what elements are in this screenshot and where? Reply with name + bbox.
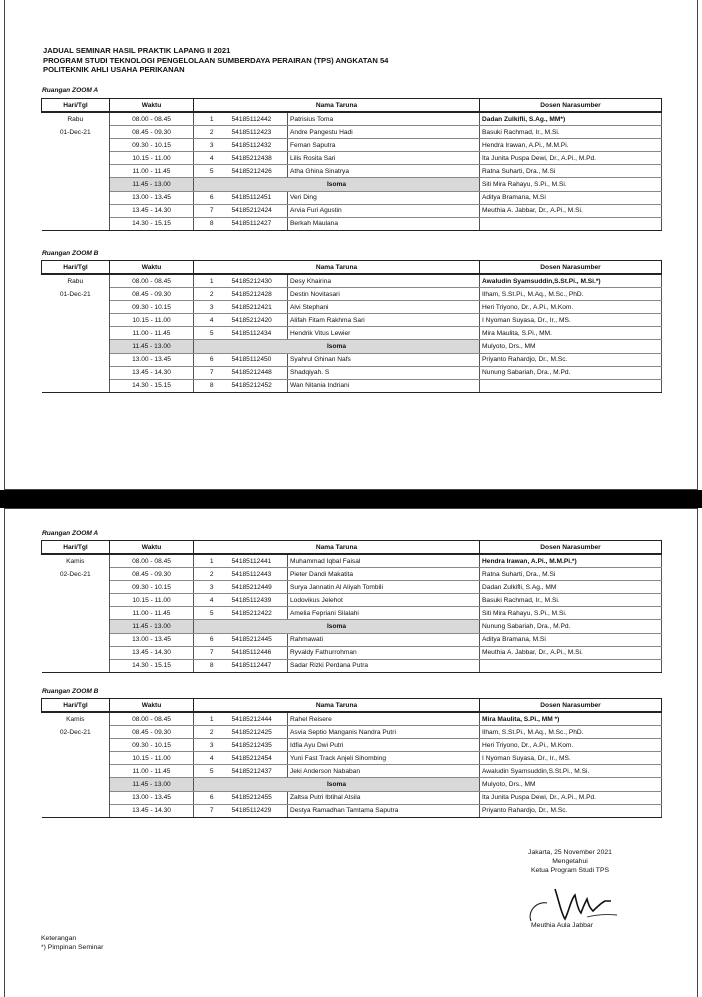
- signature-position: Ketua Program Studi TPS: [530, 866, 610, 874]
- student-number: 5: [194, 327, 230, 340]
- student-number: 8: [194, 379, 230, 392]
- time-slot: 10.15 - 11.00: [110, 752, 194, 765]
- notes-item: *) Pimpinan Seminar: [41, 944, 104, 951]
- table-row: [42, 568, 662, 581]
- session-date: 02-Dec-21: [42, 568, 110, 581]
- handwritten-signature: [525, 881, 635, 926]
- day-cell: [42, 139, 110, 152]
- student-id: 54185212455: [230, 791, 288, 804]
- lecturer-name: Mulyoto, Drs., MM: [480, 778, 662, 791]
- day-cell: [42, 804, 110, 817]
- col-header-name: Nama Taruna: [194, 699, 480, 713]
- time-slot: 11.00 - 11.45: [110, 607, 194, 620]
- student-id: 54185112434: [230, 327, 288, 340]
- col-header-name: Nama Taruna: [194, 541, 480, 555]
- schedule-table: [41, 260, 662, 393]
- col-header-time: Waktu: [110, 699, 194, 713]
- student-name: Destin Novitasari: [288, 288, 480, 301]
- time-slot: 14.30 - 15.15: [110, 659, 194, 672]
- student-name: Desy Khairina: [288, 274, 480, 288]
- time-slot: 10.15 - 11.00: [110, 594, 194, 607]
- student-name: Hendrik Vitus Lewier: [288, 327, 480, 340]
- session-date: 02-Dec-21: [42, 726, 110, 739]
- student-id: 54185212422: [230, 607, 288, 620]
- student-name: Alifah Fitam Rakhma Sari: [288, 314, 480, 327]
- day-cell: [42, 620, 110, 633]
- lecturer-name: Nunung Sabariah, Dra., M.Pd.: [480, 366, 662, 379]
- lecturer-name: Hendra Irawan, A.Pi., M.M.Pi.: [480, 139, 662, 152]
- student-number: 6: [194, 791, 230, 804]
- student-name: Zaltsa Putri Ibtihal Atsila: [288, 791, 480, 804]
- time-slot: 14.30 - 15.15: [110, 379, 194, 392]
- notes-title: Keterangan: [41, 935, 77, 942]
- day-cell: [42, 366, 110, 379]
- table-row: [42, 340, 662, 353]
- lecturer-name: Hendra Irawan, A.Pi., M.M.Pi.*): [480, 554, 662, 568]
- table-row: [42, 633, 662, 646]
- schedule-table: [41, 98, 662, 231]
- col-header-lecturer: Dosen Narasumber: [480, 261, 662, 275]
- time-slot: 13.00 - 13.45: [110, 633, 194, 646]
- table-header-row: [42, 541, 662, 555]
- student-id: 54185212420: [230, 314, 288, 327]
- student-number: 5: [194, 607, 230, 620]
- room-label: Ruangan ZOOM A: [42, 530, 99, 537]
- student-name: Atha Ghina Sinatrya: [288, 165, 480, 178]
- lecturer-name: I Nyoman Suyasa, Dr., Ir., MS.: [480, 314, 662, 327]
- day-cell: [42, 791, 110, 804]
- time-slot: 14.30 - 15.15: [110, 217, 194, 230]
- day-cell: [42, 633, 110, 646]
- student-number: 3: [194, 139, 230, 152]
- table-row: [42, 581, 662, 594]
- lecturer-name: Ita Junita Puspa Dewi, Dr., A.Pi., M.Pd.: [480, 791, 662, 804]
- lecturer-name: Aditya Bramana, M.Si: [480, 633, 662, 646]
- table-row: [42, 804, 662, 817]
- student-name: Alvi Stephani: [288, 301, 480, 314]
- table-row: [42, 712, 662, 726]
- time-slot: 13.45 - 14.30: [110, 646, 194, 659]
- table-row: [42, 165, 662, 178]
- student-name: Ryvaldy Fathurrohman: [288, 646, 480, 659]
- break-label: Isoma: [194, 340, 480, 353]
- student-name: Wan Nitania Indriani: [288, 379, 480, 392]
- day-cell: [42, 178, 110, 191]
- student-number: 2: [194, 126, 230, 139]
- lecturer-name: Ita Junita Puspa Dewi, Dr., A.Pi., M.Pd.: [480, 152, 662, 165]
- col-header-lecturer: Dosen Narasumber: [480, 699, 662, 713]
- time-slot: 08.45 - 09.30: [110, 726, 194, 739]
- student-name: Rahel Reisere: [288, 712, 480, 726]
- student-number: 6: [194, 353, 230, 366]
- day-cell: [42, 340, 110, 353]
- table-row: [42, 366, 662, 379]
- student-id: 54185112423: [230, 126, 288, 139]
- student-id: 54185112450: [230, 353, 288, 366]
- student-name: Muhammad Iqbal Faisal: [288, 554, 480, 568]
- day-cell: [42, 581, 110, 594]
- student-id: 54185112447: [230, 659, 288, 672]
- time-slot: 09.30 - 10.15: [110, 301, 194, 314]
- lecturer-name: Dadan Zulkifli, S.Ag., MM: [480, 581, 662, 594]
- time-slot: 08.00 - 08.45: [110, 554, 194, 568]
- student-number: 6: [194, 633, 230, 646]
- student-name: Jeki Anderson Nababan: [288, 765, 480, 778]
- time-slot: 13.45 - 14.30: [110, 204, 194, 217]
- lecturer-name: I Nyoman Suyasa, Dr., Ir., MS.: [480, 752, 662, 765]
- table-row: [42, 314, 662, 327]
- room-label: Ruangan ZOOM B: [42, 250, 99, 257]
- lecturer-name: [480, 659, 662, 672]
- student-name: Rahmawati: [288, 633, 480, 646]
- col-header-day: Hari/Tgl: [42, 261, 110, 275]
- table-row: [42, 607, 662, 620]
- student-id: 54185112443: [230, 568, 288, 581]
- lecturer-name: Ratna Suharti, Dra., M.Si: [480, 165, 662, 178]
- col-header-time: Waktu: [110, 99, 194, 113]
- lecturer-name: [480, 217, 662, 230]
- student-id: 54185212448: [230, 366, 288, 379]
- student-id: 54185212445: [230, 633, 288, 646]
- student-number: 1: [194, 554, 230, 568]
- day-cell: [42, 204, 110, 217]
- lecturer-name: Priyanto Rahardjo, Dr., M.Sc.: [480, 804, 662, 817]
- table-row: [42, 204, 662, 217]
- student-number: 5: [194, 765, 230, 778]
- time-slot: 11.45 - 13.00: [110, 178, 194, 191]
- table-row: [42, 327, 662, 340]
- lecturer-name: Awaludin Syamsuddin,S.St.Pi., M.Si.*): [480, 274, 662, 288]
- day-cell: [42, 646, 110, 659]
- time-slot: 08.00 - 08.45: [110, 274, 194, 288]
- table-row: [42, 594, 662, 607]
- room-label: Ruangan ZOOM A: [42, 87, 99, 94]
- schedule-table: [41, 540, 662, 673]
- table-row: [42, 791, 662, 804]
- student-number: 4: [194, 752, 230, 765]
- student-id: 54185212438: [230, 152, 288, 165]
- time-slot: 08.45 - 09.30: [110, 568, 194, 581]
- table-row: [42, 646, 662, 659]
- day-cell: [42, 594, 110, 607]
- student-name: Shadqiyah. S: [288, 366, 480, 379]
- student-name: Syahrul Ghinan Nafs: [288, 353, 480, 366]
- student-number: 1: [194, 112, 230, 126]
- student-id: 54185112427: [230, 217, 288, 230]
- day-name: Rabu: [42, 274, 110, 288]
- student-name: Sadar Rizki Perdana Putra: [288, 659, 480, 672]
- student-id: 54185112432: [230, 139, 288, 152]
- day-name: Kamis: [42, 554, 110, 568]
- table-header-row: [42, 699, 662, 713]
- student-id: 54185212428: [230, 288, 288, 301]
- student-name: Arvia Furi Agustin: [288, 204, 480, 217]
- document-header: [43, 46, 388, 75]
- room-label: Ruangan ZOOM B: [42, 688, 99, 695]
- lecturer-name: Dadan Zulkifli, S.Ag., MM*): [480, 112, 662, 126]
- student-id: 54185212421: [230, 301, 288, 314]
- time-slot: 11.45 - 13.00: [110, 340, 194, 353]
- day-cell: [42, 778, 110, 791]
- time-slot: 11.00 - 11.45: [110, 165, 194, 178]
- lecturer-name: Siti Mira Rahayu, S.Pi., M.Si.: [480, 178, 662, 191]
- student-number: 3: [194, 739, 230, 752]
- table-row: [42, 659, 662, 672]
- day-cell: [42, 301, 110, 314]
- student-id: 54185112442: [230, 112, 288, 126]
- session-date: 01-Dec-21: [42, 126, 110, 139]
- lecturer-name: Ratna Suharti, Dra., M.Si: [480, 568, 662, 581]
- lecturer-name: Nunung Sabariah, Dra., M.Pd.: [480, 620, 662, 633]
- table-row: [42, 554, 662, 568]
- time-slot: 11.45 - 13.00: [110, 620, 194, 633]
- student-name: Surya Jannatin Al Aliyah Tombili: [288, 581, 480, 594]
- lecturer-name: Mira Maulita, S.Pi., MM.: [480, 327, 662, 340]
- day-cell: [42, 152, 110, 165]
- table-row: [42, 765, 662, 778]
- student-id: 54185112439: [230, 594, 288, 607]
- student-number: 1: [194, 712, 230, 726]
- student-name: Amelia Fepriani Silalahi: [288, 607, 480, 620]
- col-header-day: Hari/Tgl: [42, 699, 110, 713]
- day-cell: [42, 752, 110, 765]
- time-slot: 09.30 - 10.15: [110, 581, 194, 594]
- student-number: 7: [194, 804, 230, 817]
- lecturer-name: Aditya Bramana, M.Si: [480, 191, 662, 204]
- signature-place-date: Jakarta, 25 November 2021: [528, 849, 612, 856]
- table-row: [42, 739, 662, 752]
- student-number: 3: [194, 581, 230, 594]
- signature-acknowledged: Mengetahui: [552, 857, 588, 865]
- time-slot: 09.30 - 10.15: [110, 739, 194, 752]
- table-row: [42, 139, 662, 152]
- day-cell: [42, 314, 110, 327]
- table-row: [42, 353, 662, 366]
- table-row: [42, 152, 662, 165]
- student-number: 7: [194, 366, 230, 379]
- time-slot: 11.00 - 11.45: [110, 327, 194, 340]
- day-name: Rabu: [42, 112, 110, 126]
- lecturer-name: Heri Triyono, Dr., A.Pi., M.Kom.: [480, 739, 662, 752]
- student-number: 4: [194, 594, 230, 607]
- time-slot: 09.30 - 10.15: [110, 139, 194, 152]
- student-number: 1: [194, 274, 230, 288]
- student-id: 54185212452: [230, 379, 288, 392]
- day-cell: [42, 165, 110, 178]
- time-slot: 08.45 - 09.30: [110, 288, 194, 301]
- lecturer-name: Basuki Rachmad, Ir., M.Si.: [480, 126, 662, 139]
- student-number: 8: [194, 659, 230, 672]
- time-slot: 13.45 - 14.30: [110, 804, 194, 817]
- col-header-lecturer: Dosen Narasumber: [480, 99, 662, 113]
- student-name: Asvia Septio Manganis Nandra Putri: [288, 726, 480, 739]
- schedule-table: [41, 698, 662, 818]
- student-id: 54185212430: [230, 274, 288, 288]
- student-id: 54185212444: [230, 712, 288, 726]
- student-number: 7: [194, 646, 230, 659]
- col-header-name: Nama Taruna: [194, 261, 480, 275]
- lecturer-name: [480, 379, 662, 392]
- lecturer-name: Heri Triyono, Dr., A.Pi., M.Kom.: [480, 301, 662, 314]
- table-row: [42, 178, 662, 191]
- table-row: [42, 379, 662, 392]
- student-id: 54185212449: [230, 581, 288, 594]
- table-row: [42, 726, 662, 739]
- table-header-row: [42, 261, 662, 275]
- break-label: Isoma: [194, 620, 480, 633]
- time-slot: 08.00 - 08.45: [110, 712, 194, 726]
- student-id: 54185212435: [230, 739, 288, 752]
- student-name: Destya Ramadhan Tamtama Saputra: [288, 804, 480, 817]
- time-slot: 08.00 - 08.45: [110, 112, 194, 126]
- student-name: Lodovikus Jelehot: [288, 594, 480, 607]
- student-number: 6: [194, 191, 230, 204]
- notes: [41, 934, 103, 952]
- header-institution: POLITEKNIK AHLI USAHA PERIKANAN: [43, 65, 185, 75]
- table-row: [42, 301, 662, 314]
- day-cell: [42, 739, 110, 752]
- signature-block: [510, 849, 630, 875]
- student-number: 5: [194, 165, 230, 178]
- lecturer-name: Ilham, S.St.Pi., M.Aq., M.Sc., PhD.: [480, 726, 662, 739]
- day-cell: [42, 659, 110, 672]
- student-id: 54185112451: [230, 191, 288, 204]
- day-cell: [42, 217, 110, 230]
- session-date: 01-Dec-21: [42, 288, 110, 301]
- student-number: 3: [194, 301, 230, 314]
- time-slot: 10.15 - 11.00: [110, 314, 194, 327]
- table-row: [42, 778, 662, 791]
- lecturer-name: Mira Maulita, S.Pi., MM *): [480, 712, 662, 726]
- schedule-page-1: [4, 0, 698, 490]
- student-id: 54185212454: [230, 752, 288, 765]
- col-header-time: Waktu: [110, 261, 194, 275]
- col-header-lecturer: Dosen Narasumber: [480, 541, 662, 555]
- student-name: Patrisius Toma: [288, 112, 480, 126]
- lecturer-name: Meuthia A. Jabbar, Dr., A.Pi., M.Si.: [480, 204, 662, 217]
- table-row: [42, 620, 662, 633]
- student-name: Idfia Ayu Dwi Putri: [288, 739, 480, 752]
- table-row: [42, 752, 662, 765]
- break-label: Isoma: [194, 178, 480, 191]
- student-number: 8: [194, 217, 230, 230]
- col-header-day: Hari/Tgl: [42, 541, 110, 555]
- day-cell: [42, 191, 110, 204]
- time-slot: 13.45 - 14.30: [110, 366, 194, 379]
- day-cell: [42, 607, 110, 620]
- day-cell: [42, 353, 110, 366]
- day-cell: [42, 765, 110, 778]
- student-number: 7: [194, 204, 230, 217]
- table-row: [42, 191, 662, 204]
- student-id: 54185212426: [230, 165, 288, 178]
- col-header-name: Nama Taruna: [194, 99, 480, 113]
- student-number: 2: [194, 288, 230, 301]
- student-id: 54185112429: [230, 804, 288, 817]
- student-name: Andre Pangestu Hadi: [288, 126, 480, 139]
- signer-name: Meuthia Aula Jabbar: [531, 922, 593, 929]
- student-name: Yuni Fast Track Anjeli Sihombing: [288, 752, 480, 765]
- student-number: 4: [194, 152, 230, 165]
- table-row: [42, 126, 662, 139]
- student-id: 54185112446: [230, 646, 288, 659]
- lecturer-name: Siti Mira Rahayu, S.Pi., M.Si.: [480, 607, 662, 620]
- time-slot: 11.45 - 13.00: [110, 778, 194, 791]
- header-title: JADUAL SEMINAR HASIL PRAKTIK LAPANG II 2021: [43, 46, 231, 55]
- header-program: PROGRAM STUDI TEKNOLOGI PENGELOLAAN SUMBERDAYA PERAIRAN (TPS) ANGKATAN 54: [43, 55, 389, 65]
- student-name: Pieter Dandi Makatita: [288, 568, 480, 581]
- time-slot: 11.00 - 11.45: [110, 765, 194, 778]
- day-cell: [42, 379, 110, 392]
- student-number: 2: [194, 568, 230, 581]
- student-number: 4: [194, 314, 230, 327]
- lecturer-name: Basuki Rachmad, Ir., M.Si.: [480, 594, 662, 607]
- student-id: 54185112441: [230, 554, 288, 568]
- schedule-page-2: [4, 508, 698, 997]
- time-slot: 08.45 - 09.30: [110, 126, 194, 139]
- lecturer-name: Mulyoto, Drs., MM: [480, 340, 662, 353]
- table-row: [42, 288, 662, 301]
- table-row: [42, 274, 662, 288]
- break-label: Isoma: [194, 778, 480, 791]
- table-row: [42, 112, 662, 126]
- student-name: Lilis Rosita Sari: [288, 152, 480, 165]
- time-slot: 10.15 - 11.00: [110, 152, 194, 165]
- time-slot: 13.00 - 13.45: [110, 791, 194, 804]
- day-name: Kamis: [42, 712, 110, 726]
- table-header-row: [42, 99, 662, 113]
- col-header-time: Waktu: [110, 541, 194, 555]
- student-name: Feman Saputra: [288, 139, 480, 152]
- lecturer-name: Priyanto Rahardjo, Dr., M.Sc.: [480, 353, 662, 366]
- time-slot: 13.00 - 13.45: [110, 353, 194, 366]
- lecturer-name: Awaludin Syamsuddin,S.St.Pi., M.Si.: [480, 765, 662, 778]
- col-header-day: Hari/Tgl: [42, 99, 110, 113]
- lecturer-name: Ilham, S.St.Pi., M.Aq., M.Sc., PhD.: [480, 288, 662, 301]
- student-number: 2: [194, 726, 230, 739]
- student-id: 54185212437: [230, 765, 288, 778]
- day-cell: [42, 327, 110, 340]
- lecturer-name: Meuthia A. Jabbar, Dr., A.Pi., M.Si.: [480, 646, 662, 659]
- student-name: Berkah Maulana: [288, 217, 480, 230]
- page-separator: [0, 490, 702, 508]
- student-id: 54185212425: [230, 726, 288, 739]
- student-name: Veri Ding: [288, 191, 480, 204]
- time-slot: 13.00 - 13.45: [110, 191, 194, 204]
- student-id: 54185212424: [230, 204, 288, 217]
- table-row: [42, 217, 662, 230]
